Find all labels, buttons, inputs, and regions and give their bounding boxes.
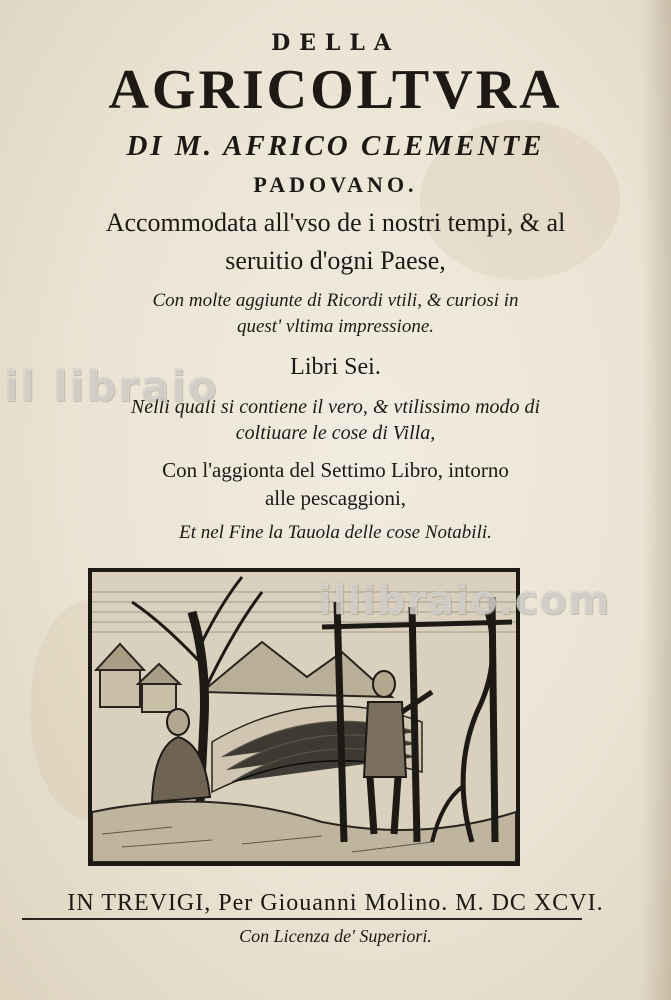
watermark-left: il libraio xyxy=(4,362,219,411)
books-count: Libri Sei. xyxy=(290,354,381,380)
seventh-book-line-2: alle pescaggioni, xyxy=(264,486,407,510)
title-della: DELLA xyxy=(271,30,400,56)
contents-line-2: coltiuare le cose di Villa, xyxy=(235,422,436,444)
additions-line-2: quest' vltima impressione. xyxy=(236,316,435,337)
license-line: Con Licenza de' Superiori. xyxy=(239,926,432,946)
index-note: Et nel Fine la Tauola delle cose Notabili. xyxy=(179,522,492,543)
imprint-rule xyxy=(22,918,582,920)
watermark-right: illibraio.com xyxy=(318,578,611,624)
author-line: DI M. AFRICO CLEMENTE xyxy=(126,130,545,162)
subtitle-line-2: seruitio d'ogni Paese, xyxy=(225,246,446,275)
subtitle-line-1: Accommodata all'vso de i nostri tempi, & al xyxy=(105,208,566,237)
contents-line-1: Nelli quali si contiene il vero, & vtilissimo modo di xyxy=(130,396,541,418)
additions-line-1: Con molte aggiunte di Ricordi vtili, & curiosi in xyxy=(152,290,519,311)
main-title: AGRICOLTVRA xyxy=(108,59,563,121)
imprint-line: IN TREVIGI, Per Giouanni Molino. M. DC XCVI. xyxy=(67,890,604,916)
seventh-book-line-1: Con l'aggionta del Settimo Libro, intorno xyxy=(162,458,509,482)
author-origin: PADOVANO. xyxy=(253,172,418,197)
